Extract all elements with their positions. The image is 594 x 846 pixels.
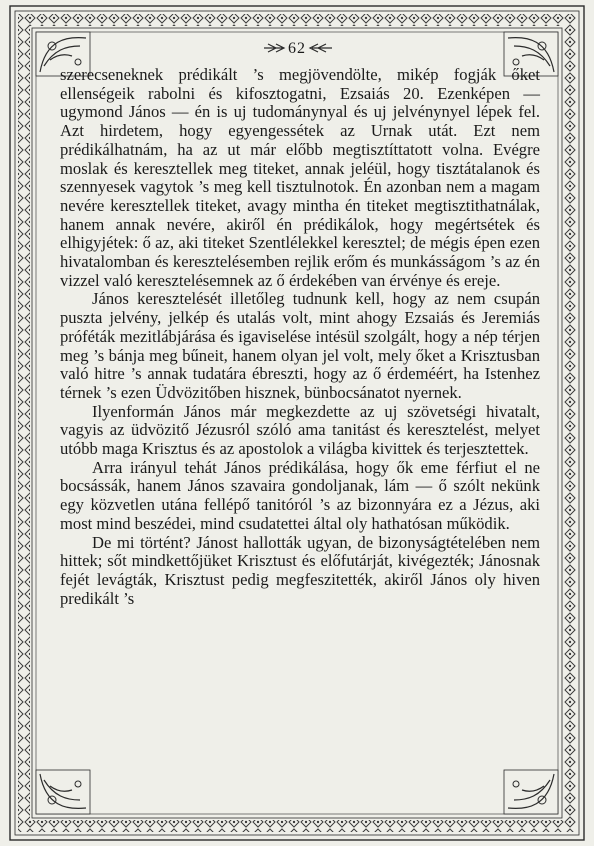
paragraph: De mi történt? Jánost hallották ugyan, de bizonyságtételében nem hittek; sőt mindkettőjüket Krisztust és előfutárját, kivégezték; Jánosnak fejét levágták, Krisztust pedig megfeszitették, akiről János oly hiven predikált ’s	[60, 532, 540, 608]
paragraph: Arra irányul tehát János prédikálása, hogy ők eme férfiut el ne bocsássák, hanem János szavaira gondoljanak, lám — ő szólt nekünk egy közvetlen utána fellépő tanitóról ’s az bizonnyára ez a Jézus, aki most mind beszédei, mind csudatettei által oly hathatósan működik.	[60, 457, 540, 533]
corner-ornament-bottom-left	[36, 770, 90, 814]
corner-ornament-bottom-right	[504, 770, 558, 814]
paragraph: János keresztelését illetőleg tudnunk kell, hogy az nem csupán puszta jelvény, jelkép és utalás volt, mint ahogy Ezsaiás és Jeremiás próféták mezitlábjárása és igaviselése intésül szolgált, hogy a nép térjen meg ’s bánja meg bűneit, hanem olyan jel volt, mely őket a Krisztusban való hitre ’s annak tudatára ébreszti, hogy az ő érdeméért, ha Istenhez térnek ’s ezen Üdvözitőben hisznek, bünbocsánatot nyernek.	[60, 289, 540, 402]
page-number: 62	[288, 40, 306, 57]
paragraph: Ilyenformán János már megkezdette az uj szövetségi hivatalt, vagyis az üdvözitő Jézusról szóló ama tanitást és keresztelést, melyet utóbb maga Krisztus és az apostolok a világba kivittek és terjesztettek.	[60, 401, 540, 459]
body-text	[60, 66, 540, 608]
paragraph: szerecseneknek prédikált ’s megjövendölte, mikép fogják őket ellenségeik rabolni és kifosztogatni, Ezsaiás 20. Ezenképen — ugymond János — én is uj tudománynyal és uj jelvénynyel lépek fel. Azt hirdetem, hogy egyengessétek az Urnak utát. Ezt nem prédikálhatnám, ha az ut már előbb megtisztíttatott volna. Evégre moslak és keresztellek meg titeket, annak jeléül, hogy tisztátalanok és szennyesek vagytok ’s meg kell tisztulnotok. Én azonban nem a magam nevére keresztellek titeket, avagy mintha én titeket megtisztithatnálak, hanem annak nevére, akiről én prédikálok, hogy megértsétek és elhigyjétek: ő az, aki titeket Szentlélekkel keresztel; de mégis épen ezen hivatalomban és keresztelésemben rejlik erőm és munkásságom ’s az én vizzel való keresztelésemnek az ő érdekében van érvénye és ereje.	[60, 65, 540, 290]
